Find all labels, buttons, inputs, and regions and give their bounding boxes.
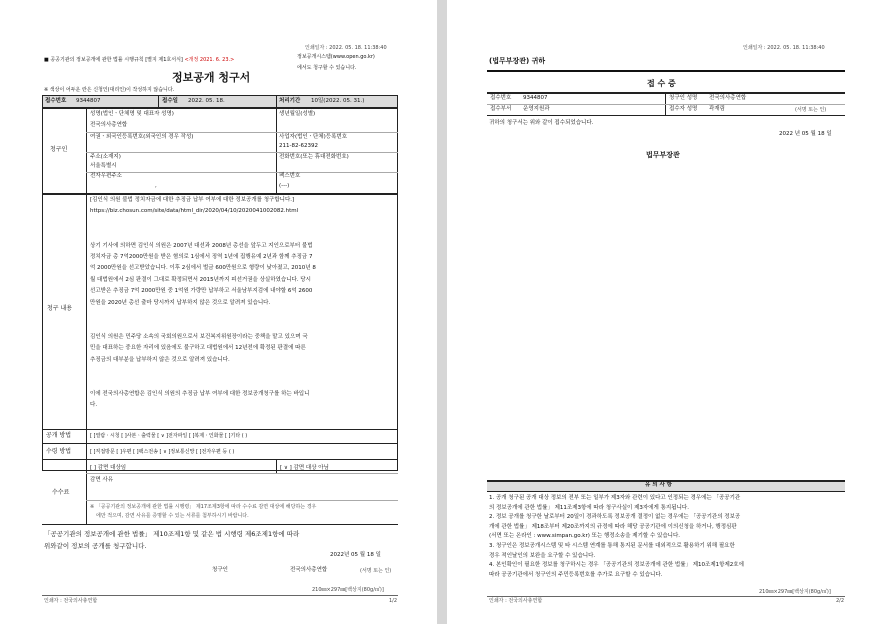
receipt-no: 9344807 — [523, 95, 548, 101]
paper-size: 210㎜×297㎜[백상지(80g/㎡)] — [312, 587, 384, 593]
phone-label: 전화번호(또는 휴대전화번호) — [279, 154, 349, 160]
clerk-sign-note: (서명 또는 인) — [795, 107, 827, 113]
signer-label: 청구인 — [212, 567, 228, 573]
dept-label: 접수부서 — [490, 106, 512, 112]
form-notice: ※ 색상이 어두운 란은 신청인(대리인)이 작성하지 않습니다. — [44, 87, 175, 93]
note-line: (서면 또는 온라인 : www.simpan.go.kr) 또는 행정소송을 제기할 수 있습니다. — [489, 533, 681, 540]
note-line: 1. 공개 청구된 공개 대상 정보의 전부 또는 일부가 제3자와 관련이 있다고 인정되는 경우에는 「공공기관 — [489, 495, 741, 501]
method-options: [ ]열람ㆍ시청 [ ]사본ㆍ출력물 [ ∨ ]전자파일 [ ]복제ㆍ인화물 [ ]기타 ( ) — [90, 433, 248, 439]
receipt-no-label: 접수번호 — [490, 95, 512, 101]
note-line: 2. 정보 공개를 청구한 날로부터 20일이 경과하도록 정보공개 결정이 없는 경우에는 「공공기관의 정보공 — [489, 514, 741, 521]
period-label: 처리기간 — [279, 98, 301, 104]
form-page-1 — [0, 0, 437, 624]
content-line: 선고받은 추징금 7억 2000만원 중 1억원 가량만 납부하고 서울남부지검에 내야할 6억 2600 — [90, 288, 313, 295]
fax-label: 팩스번호 — [279, 173, 301, 179]
note-line: 개에 관한 법률」 제18조부터 제20조까지의 규정에 따라 해당 공공기관에 이의신청을 하거나, 행정심판 — [489, 523, 737, 530]
receipt-date: 2022. 05. 18. — [188, 98, 225, 104]
revision-date: <개정 2021. 6. 23.> — [184, 57, 235, 63]
ministry-name: 법무부장관 — [646, 151, 680, 159]
content-line: [김인식 의원 불법 정치자금에 대한 추징금 납부 여부에 대한 정보공개를 청구합니다.] — [90, 197, 295, 203]
content-label: 청구 내용 — [47, 305, 73, 312]
name-value: 전국의사총연합 — [90, 122, 128, 128]
form-law-reference: ■ 공공기관의 정보공개에 관한 법률 시행규칙 [별지 제1호서식] <개정 2021. 6. 23.> — [44, 57, 235, 63]
content-line: 민을 대표하는 중요한 자리에 있음에도 불구하고 대법원에서 12년전에 확정된 판결에 따른 — [90, 345, 306, 352]
processing-period: 10일(2022. 05. 31.) — [311, 98, 365, 104]
closing-line2: 위와같이 정보의 공개를 청구합니다. — [44, 542, 147, 550]
note-line: 4. 본인확인이 필요한 정보를 청구하시는 경우 「공공기관의 정보공개에 관한 법률」 제10조제1항제2호에 — [489, 562, 744, 569]
fee-exempt-option: [ ] 감면 대상임 — [90, 465, 127, 471]
content-line: 김인식 의원은 민주당 소속의 국회의원으로서 보건복지위원장이라는 중책을 맡고 있으며 국 — [90, 333, 308, 340]
page-number: 2/2 — [836, 598, 845, 604]
clerk-label: 접수자 성명 — [669, 106, 698, 112]
content-line: 만원을 2020년 총선 출마 당시까지 납부하지 않은 것으로 알려져 있습니다. — [90, 299, 271, 306]
note-line: 따라 공공기관에서 청구인의 주민등록번호를 추가로 요구할 수 있습니다. — [489, 571, 663, 578]
receipt-no: 9344807 — [76, 98, 101, 104]
email-label: 전자우편주소 — [90, 173, 122, 179]
address-label: 주소(소재지) — [90, 154, 121, 160]
receive-options: [ ]직접방문 [ ]우편 [ ]팩스전송 [ ∨ ]정보통신망 [ ]전자우편 등 ( ) — [90, 449, 235, 455]
content-line: 억 2000만원을 선고받았습니다. 이후 2심에서 벌금 600만원으로 형량이 낮아졌고, 2010년 8 — [90, 265, 316, 272]
print-date: 인쇄일자 : 2022. 05. 18. 11:38:40 — [305, 45, 387, 51]
content-line: 정치자금 총 7억2000만원을 받은 혐의로 1심에서 징역 1년에 집행유예 2년과 함께 추징금 7 — [90, 254, 313, 260]
address-value: 서울특별시 — [90, 163, 117, 169]
receipt-title: 접 수 증 — [647, 79, 676, 88]
birth-label: 생년월일(성별) — [279, 111, 316, 117]
notes-title: 유 의 사 항 — [645, 482, 672, 488]
receipt-date-label: 접수일 — [162, 98, 178, 104]
fee-note-line1: ※ 「공공기관의 정보공개에 관한 법률 시행령」 제17조제3항에 따라 수수료 감면 대상에 해당하는 경우 — [90, 504, 317, 510]
fee-note-line2: 에만 적으며, 감면 사유를 증명할 수 있는 서류를 첨부하시기 바랍니다. — [96, 513, 249, 519]
email-value: , — [155, 183, 157, 189]
side-note-online: 에서도 청구할 수 있습니다. — [297, 65, 357, 71]
printer-name: 인쇄자 : 전국의사총연합 — [489, 598, 543, 604]
bizno-value: 211-82-62392 — [279, 143, 318, 149]
content-line: 이에 전국의사총연합은 김인식 의원의 추징금 납부 여부에 대한 정보공개청구를 하는 바입니 — [90, 390, 310, 397]
print-date: 인쇄일자 : 2022. 05. 18. 11:38:40 — [743, 45, 825, 51]
content-line: 추징금의 대부분을 납부하지 않은 것으로 알려져 있습니다. — [90, 356, 230, 363]
signer-name: 전국의사총연합 — [290, 567, 328, 573]
method-label: 공개 방법 — [46, 432, 72, 439]
side-note-system: 정보공개시스템(www.open.go.kr) — [297, 54, 375, 60]
content-line: 상기 기사에 의하면 김인식 의원은 2007년 대선과 2008년 총선을 앞두고 지인으로부터 불법 — [90, 242, 313, 249]
fee-reason-label: 감면 사유 — [90, 477, 114, 483]
content-line: 월 대법원에서 2심 판결이 그대로 확정되면서 2015년까지 피선거권을 상실하였습니다. 당시 — [90, 276, 311, 283]
clerk-name: 곽재림 — [709, 106, 725, 112]
receipt-confirmation: 귀하의 청구서는 위와 같이 접수되었습니다. — [489, 120, 594, 126]
content-line: 다. — [90, 402, 98, 409]
page-number: 1/2 — [389, 598, 398, 604]
requester-name: 전국의사총연합 — [709, 95, 747, 101]
request-date: 2022년 05 월 18 일 — [330, 552, 381, 558]
content-line: https://biz.chosun.com/site/data/html_dir/2020/04/10/2020041002082.html — [90, 208, 299, 215]
addressee: (법무부장관) 귀하 — [489, 57, 546, 65]
note-line: 의 정보공개에 관한 법률」 제11조제3항에 따라 청구사실이 제3자에게 통지됩니다. — [489, 504, 689, 511]
passport-label: 여권ㆍ외국인등록번호(외국인의 경우 작성) — [90, 134, 194, 140]
printer-name: 인쇄자 : 전국의사총연합 — [44, 598, 98, 604]
fax-value: (---) — [279, 183, 290, 189]
receive-label: 수령 방법 — [46, 448, 72, 455]
note-line: 경우 적인날인의 보완을 요구할 수 있습니다. — [489, 552, 596, 559]
name-label: 성명(법인ㆍ단체명 및 대표자 성명) — [90, 111, 174, 117]
bizno-label: 사업자(법인ㆍ단체)등록번호 — [279, 134, 348, 140]
dept-value: 운영지원과 — [523, 106, 550, 112]
receipt-no-label: 접수번호 — [45, 98, 67, 104]
closing-line1: 「공공기관의 정보공개에 관한 법률」 제10조제1항 및 같은 법 시행령 제6조제1항에 따라 — [44, 530, 300, 538]
receipt-date: 2022 년 05 월 18 일 — [779, 131, 832, 137]
form-title: 정보공개 청구서 — [172, 71, 251, 84]
form-page-2 — [447, 0, 889, 624]
requester-label: 청구인 — [50, 146, 68, 153]
fee-not-exempt-option: [ ∨ ] 감면 대상 아님 — [280, 465, 329, 471]
fee-label: 수수료 — [52, 489, 70, 496]
paper-size: 210㎜×297㎜[백상지(80g/㎡)] — [759, 589, 831, 595]
requester-label: 청구인 성명 — [669, 95, 698, 101]
sign-note: (서명 또는 인) — [360, 568, 392, 574]
note-line: 3. 청구인은 정보공개시스템 및 타 시스템 연계를 통해 통지된 문서를 대외적으로 활용하기 위해 필요한 — [489, 543, 735, 549]
